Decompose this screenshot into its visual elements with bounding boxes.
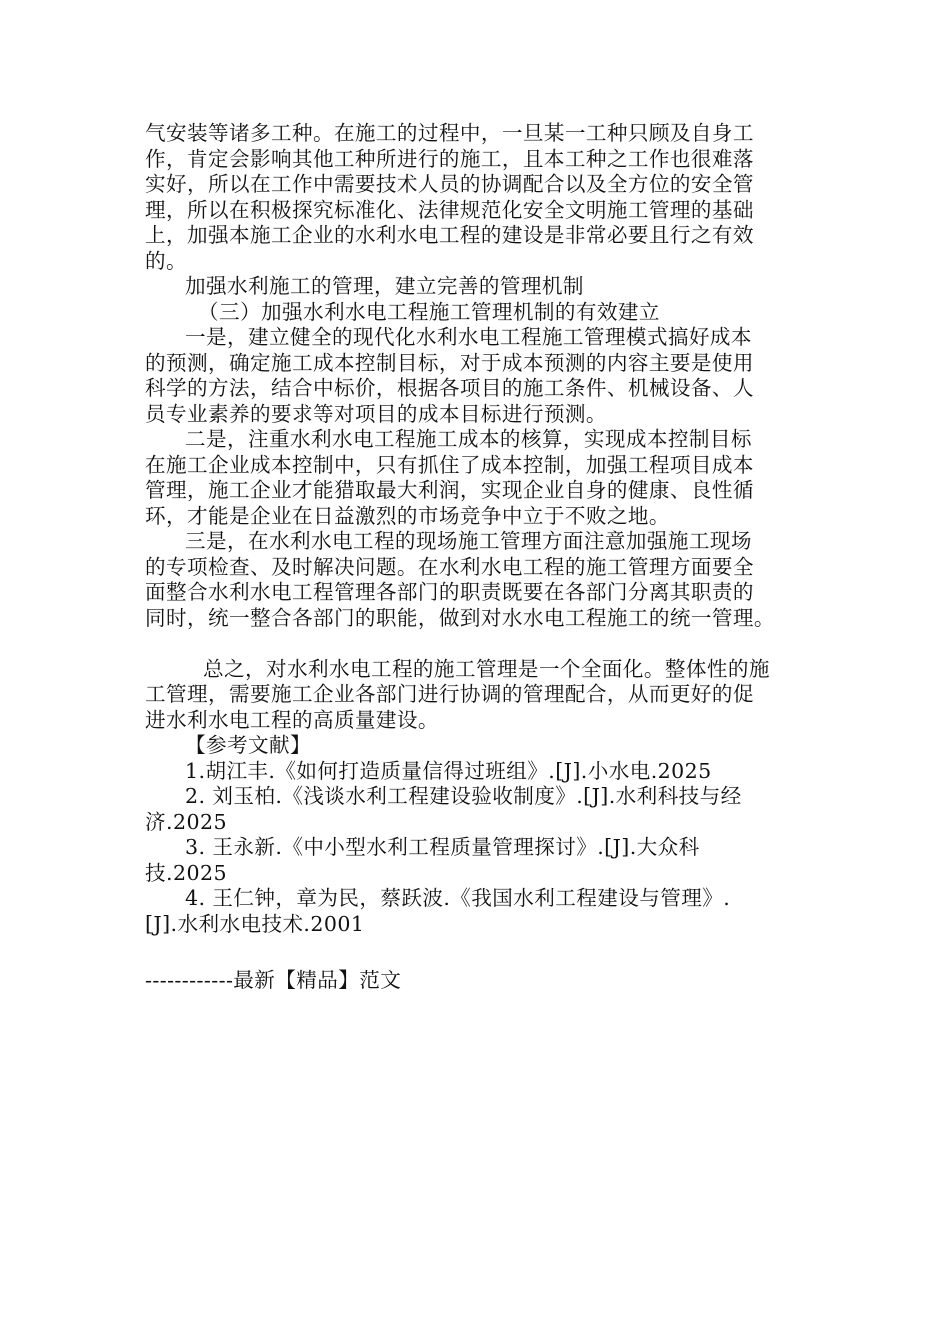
text-line: 员专业素养的要求等对项目的成本目标进行预测。: [145, 401, 607, 426]
text-line: 环，才能是企业在日益激烈的市场竞争中立于不败之地。: [145, 503, 670, 528]
text-line: 进水利水电工程的高质量建设。: [145, 707, 439, 732]
references-list: [145, 759, 805, 938]
page-footer: ------------最新【精品】范文: [145, 968, 402, 992]
subsection-heading: （三）加强水利水电工程施工管理机制的有效建立: [198, 299, 660, 324]
text-line: 的预测，确定施工成本控制目标，对于成本预测的内容主要是使用: [145, 350, 754, 375]
text-line: 实好，所以在工作中需要技术人员的协调配合以及全方位的安全管: [145, 172, 754, 196]
intro-paragraph: [145, 121, 805, 274]
text-line: 二是，注重水利水电工程施工成本的核算，实现成本控制目标: [185, 427, 752, 451]
text-line: 的专项检查、及时解决问题。在水利水电工程的施工管理方面要全: [145, 554, 754, 579]
point-three-paragraph: [145, 529, 805, 631]
text-line: 一是，建立健全的现代化水利水电工程施工管理模式搞好成本: [185, 325, 752, 349]
text-line: 管理，施工企业才能猎取最大利润，实现企业自身的健康、良性循: [145, 478, 754, 502]
blank-line: [145, 631, 805, 657]
reference-item: 1.胡江丰.《如何打造质量信得过班组》.[J].小水电.2025: [185, 758, 712, 783]
text-line: 的。: [145, 248, 187, 273]
point-two-paragraph: [145, 427, 805, 529]
reference-item: 3. 王永新.《中小型水利工程质量管理探讨》.[J].大众科: [185, 835, 700, 859]
text-line: 面整合水利水电工程管理各部门的职责既要在各部门分离其职责的: [145, 580, 754, 604]
reference-item-continued: 技.2025: [145, 860, 227, 885]
text-line: 总之，对水利水电工程的施工管理是一个全面化。整体性的施: [203, 656, 770, 681]
text-line: 科学的方法，结合中标价，根据各项目的施工条件、机械设备、人: [145, 376, 754, 400]
text-line: 在施工企业成本控制中，只有抓住了成本控制，加强工程项目成本: [145, 452, 754, 477]
point-one-paragraph: [145, 325, 805, 427]
references-heading: 【参考文献】: [185, 733, 311, 757]
section-heading: 加强水利施工的管理，建立完善的管理机制: [185, 274, 584, 298]
text-line: 上，加强本施工企业的水利水电工程的建设是非常必要且行之有效: [145, 223, 754, 247]
document-body: [145, 121, 805, 937]
text-line: 工管理，需要施工企业各部门进行协调的管理配合，从而更好的促: [145, 682, 754, 706]
conclusion-paragraph: [145, 657, 805, 734]
reference-item: 4. 王仁钟，章为民，蔡跃波.《我国水利工程建设与管理》.: [185, 886, 731, 910]
reference-item-continued: 济.2025: [145, 809, 227, 834]
reference-item: 2. 刘玉柏.《浅谈水利工程建设验收制度》.[J].水利科技与经: [185, 784, 742, 808]
text-line: 三是，在水利水电工程的现场施工管理方面注意加强施工现场: [185, 529, 752, 553]
text-line: 气安装等诸多工种。在施工的过程中，一旦某一工种只顾及自身工: [145, 121, 754, 145]
text-line: 理，所以在积极探究标准化、法律规范化安全文明施工管理的基础: [145, 197, 754, 222]
text-line: 同时，统一整合各部门的职能，做到对水水电工程施工的统一管理。: [145, 605, 775, 630]
text-line: 作，肯定会影响其他工种所进行的施工，且本工种之工作也很难落: [145, 146, 754, 171]
reference-item-continued: [J].水利水电技术.2001: [145, 911, 365, 936]
